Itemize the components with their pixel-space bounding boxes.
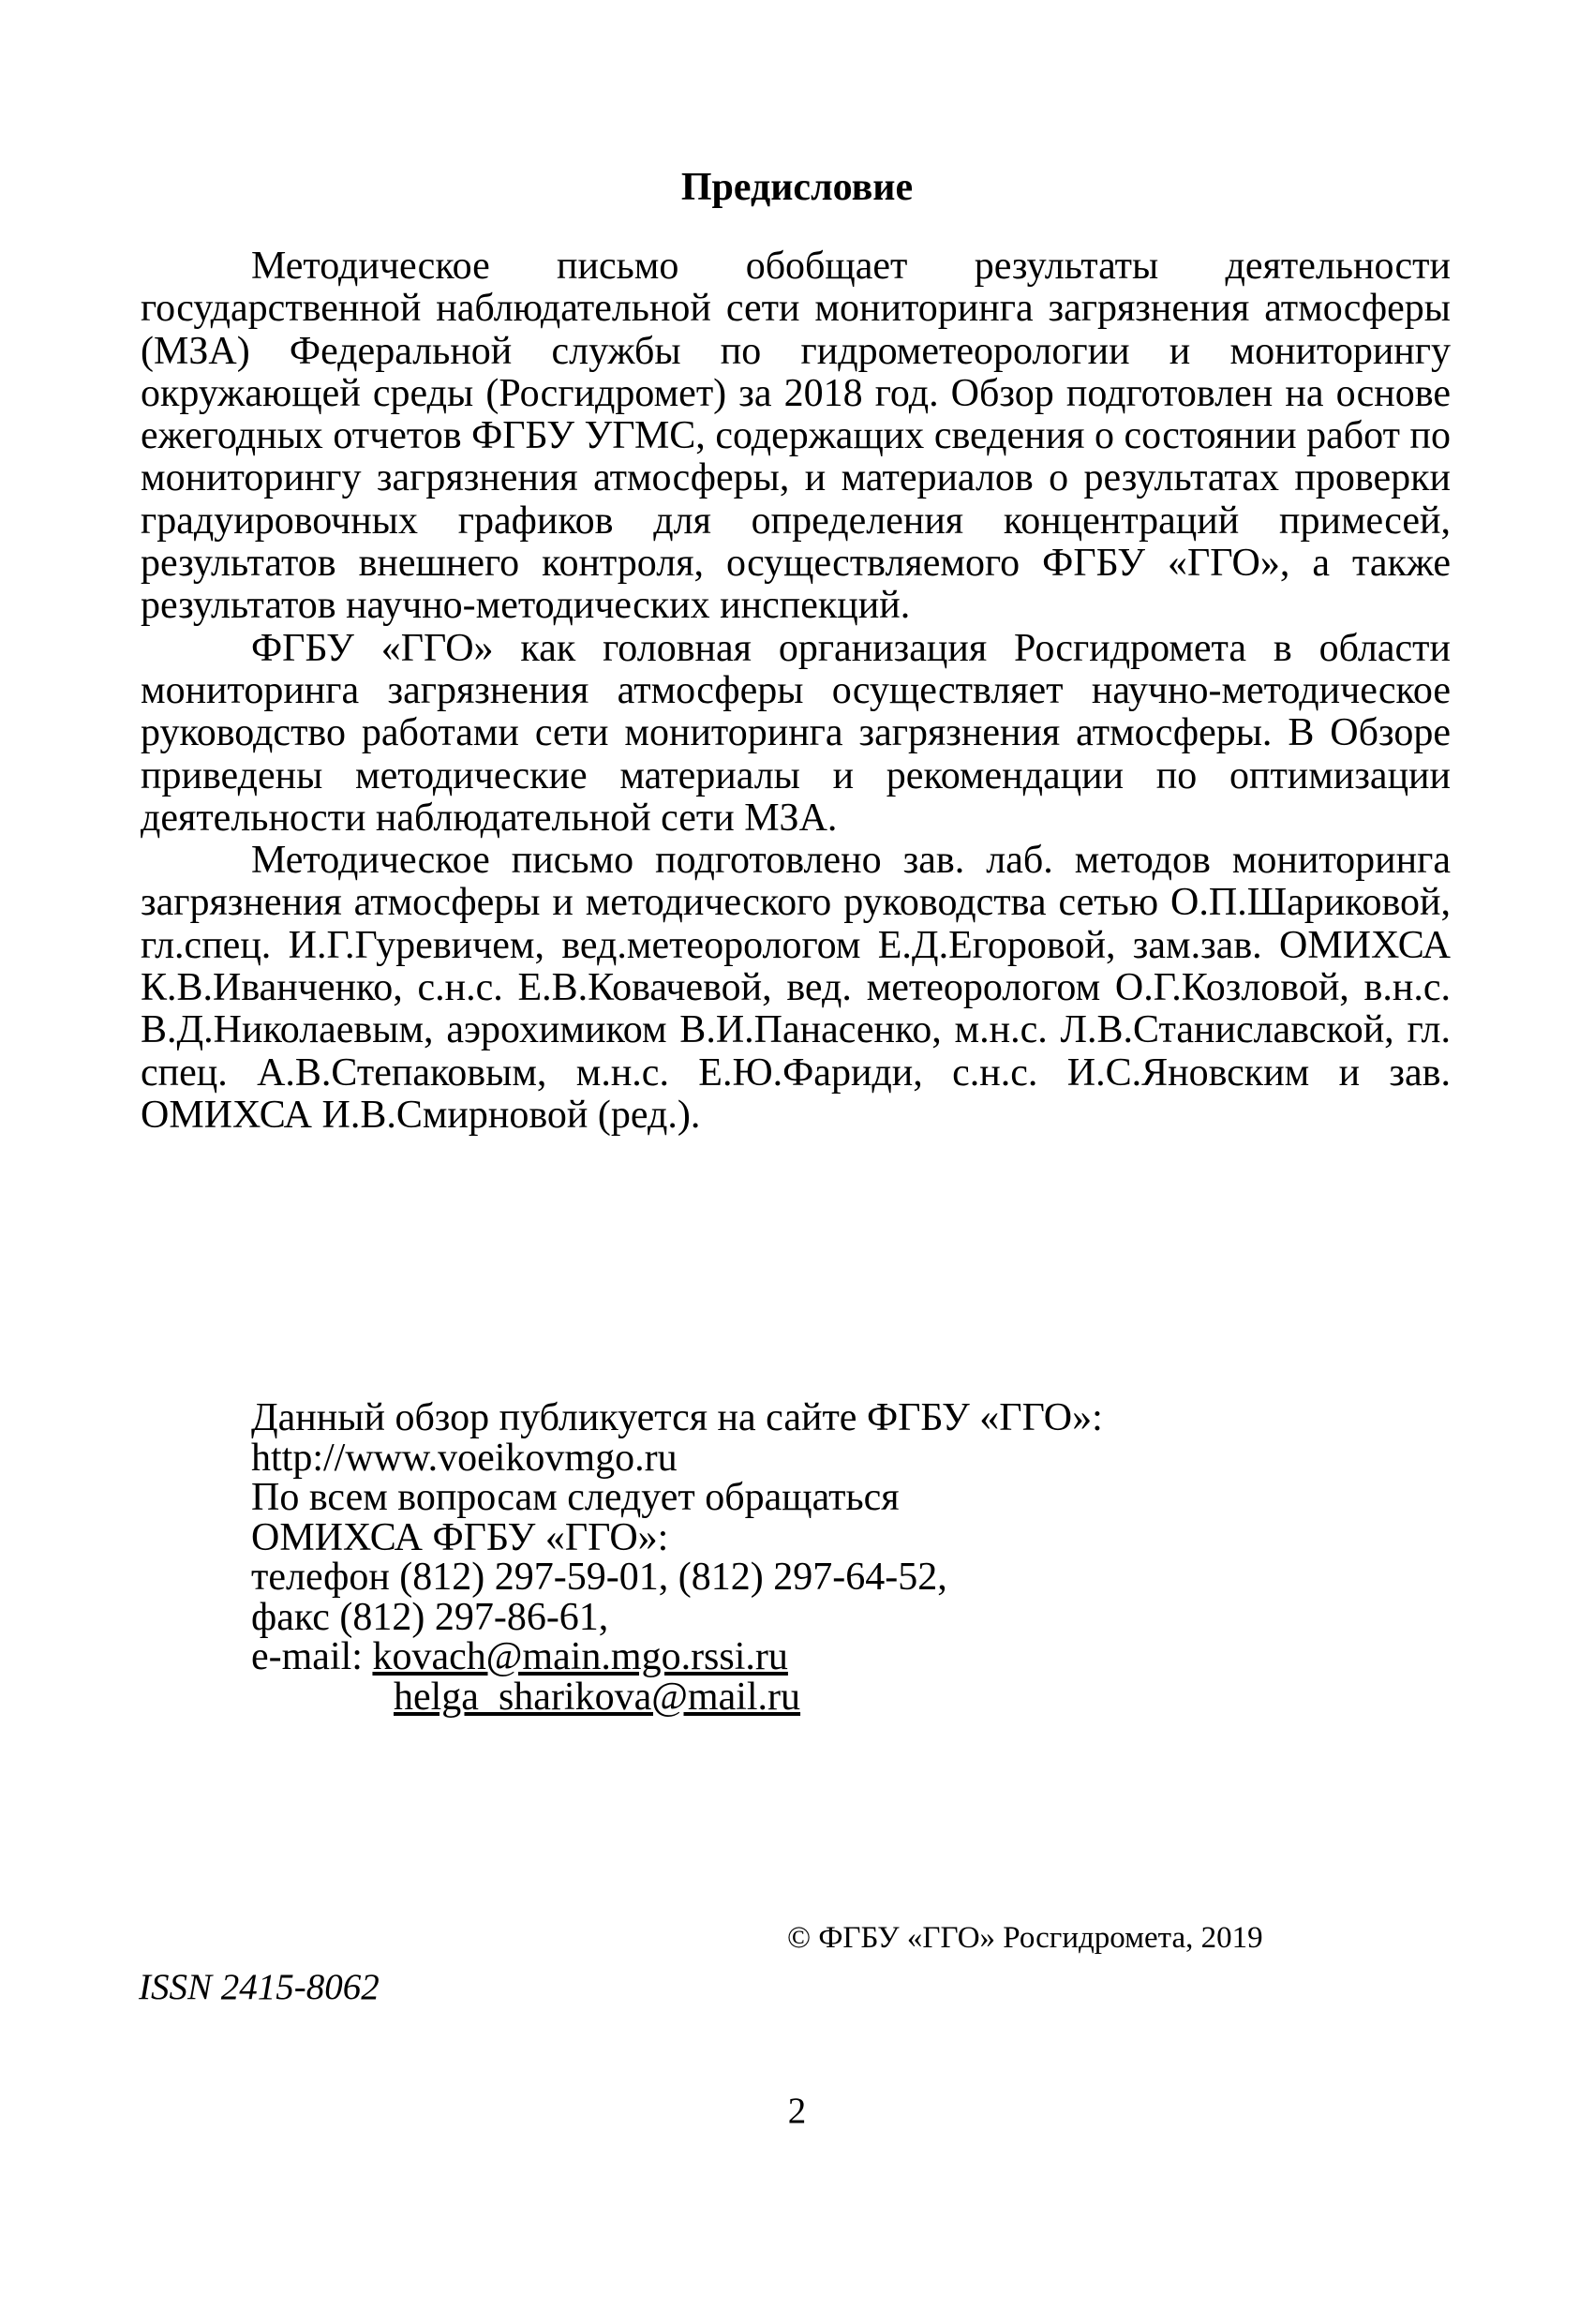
page-title: Предисловие (680, 166, 914, 209)
email-link-kovach[interactable]: kovach@main.mgo.rssi.ru (372, 1635, 788, 1678)
phone-line: телефон (812) 297-59-01, (812) 297-64-52, (251, 1556, 947, 1599)
website-link[interactable]: http://www.voeikovmgo.ru (251, 1436, 678, 1480)
fax-line: факс (812) 297-86-61, (251, 1595, 609, 1639)
paragraph-summary: Методическое письмо обобщает результаты деятельности государственной наблюдательной сети мониторинга загрязнения атмосферы (МЗА) Федеральной службы по гидрометеорологии и мониторингу окружающей среды (Росгидромет) за 2018 год. Обзор подготовлен на основе ежегодных отчетов ФГБУ УГМС, содержащих сведения о состоянии работ по мониторингу загрязнения атмосферы, и материалов о результатах проверки градуировочных графиков для определения концентраций примесей, результатов внешнего контроля, осуществляемого ФГБУ «ГГО», а также результатов научно-методических инспекций. (141, 245, 1451, 628)
paragraph-authors: Методическое письмо подготовлено зав. лаб. методов мониторинга загрязнения атмосферы и методического руководства сетью О.П.Шариковой, гл.спец. И.Г.Гуревичем, вед.метеорологом Е.Д.Егоровой, зам.зав. ОМИХСА К.В.Иванченко, с.н.с. Е.В.Ковачевой, вед. метеорологом О.Г.Козловой, в.н.с. В.Д.Николаевым, аэрохимиком В.И.Панасенко, м.н.с. Л.В.Станиславской, гл. спец. А.В.Степаковым, м.н.с. Е.Ю.Фариди, с.н.с. И.С.Яновским и зав. ОМИХСА И.В.Смирновой (ред.). (141, 839, 1451, 1137)
email-label: e-mail: (251, 1635, 373, 1678)
organization-line: ОМИХСА ФГБУ «ГГО»: (251, 1515, 669, 1559)
issn-number: ISSN 2415-8062 (139, 1967, 380, 2007)
email-row-second (251, 1677, 1103, 1718)
questions-line: По всем вопросам следует обращаться (251, 1476, 900, 1519)
site-line: Данный обзор публикуется на сайте ФГБУ «ГГО»: (251, 1396, 1103, 1439)
preface-body (141, 246, 1451, 1137)
paragraph-ggo-role: ФГБУ «ГГО» как головная организация Росгидромета в области мониторинга загрязнения атмосферы осуществляет научно-методическое руководство работами сети мониторинга загрязнения атмосферы. В Обзоре приведены методические материалы и рекомендации по оптимизации деятельности наблюдательной сети МЗА. (141, 626, 1451, 840)
email-link-sharikova[interactable]: helga_sharikova@mail.ru (394, 1675, 801, 1719)
page-number: 2 (787, 2091, 807, 2131)
copyright-notice: © ФГБУ «ГГО» Росгидромета, 2019 (787, 1921, 1263, 1955)
contact-block (251, 1398, 1103, 1717)
email-row (251, 1637, 1103, 1677)
